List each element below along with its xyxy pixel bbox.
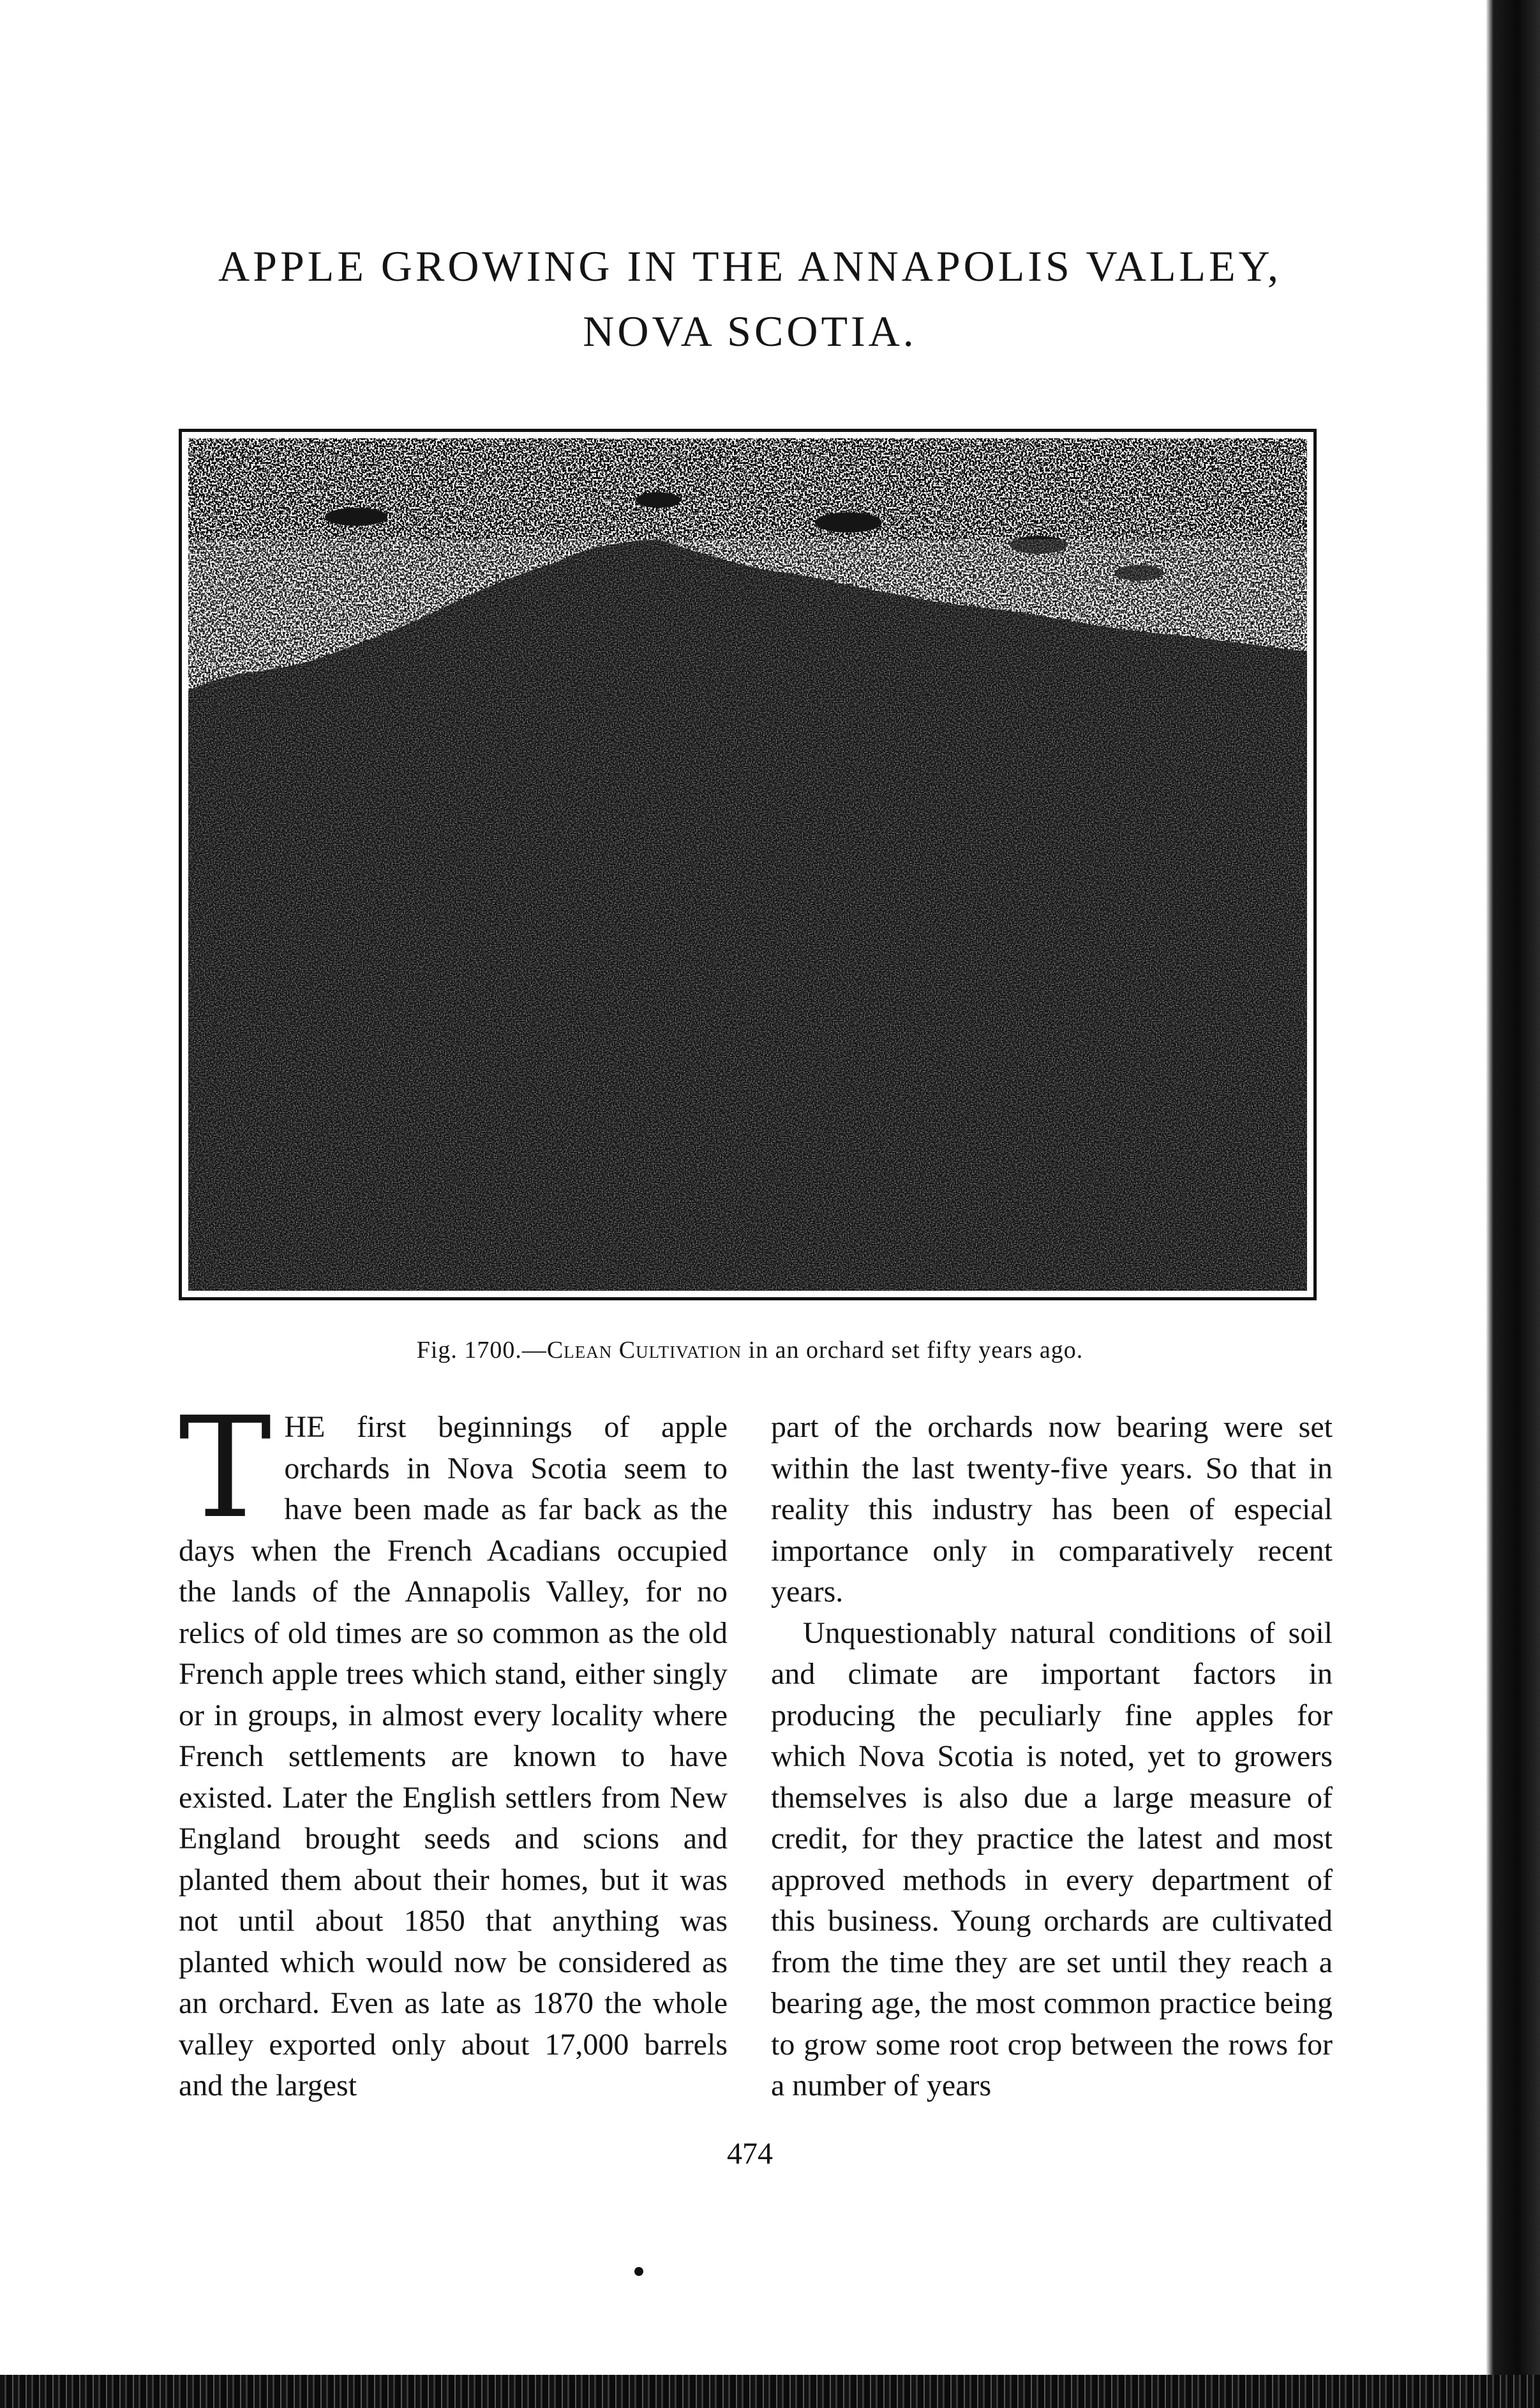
page-bottom-edge bbox=[0, 2375, 1540, 2408]
paragraph bbox=[179, 1388, 728, 2107]
title-line-1: APPLE GROWING IN THE ANNAPOLIS VALLEY, bbox=[218, 242, 1282, 290]
paragraph: part of the orchards now bearing were set within the last twenty-five years. So that in reality this industry has been of especial importance only in comparatively recent years. bbox=[771, 1410, 1333, 1609]
left-column bbox=[179, 1388, 728, 2107]
caption-figure-number: Fig. 1700.— bbox=[416, 1337, 547, 1364]
page-edge-shadow bbox=[1479, 0, 1540, 2408]
title-line-2: NOVA SCOTIA. bbox=[583, 307, 917, 355]
caption-smallcaps: Clean Cultivation bbox=[546, 1337, 742, 1364]
orchard-photo-image bbox=[188, 438, 1307, 1291]
drop-cap: T bbox=[179, 1388, 272, 1549]
caption-text: in an orchard set fifty years ago. bbox=[742, 1337, 1084, 1364]
right-column bbox=[771, 1407, 1333, 2107]
paragraph: Unquestionably natural conditions of soil and climate are important factors in producing the peculiarly fine apples for which Nova Scotia is noted, yet to growers themselves is also due a large measure of credit, for they practice the latest and most approved methods in every department of this business. Young orchards are cultivated from the time they are set until they reach a bearing age, the most common practice being to grow some root crop between the rows for a number of years bbox=[771, 1616, 1333, 2102]
ink-dot bbox=[634, 2267, 643, 2276]
figure-caption bbox=[0, 1336, 1500, 1364]
paragraph-text: HE first beginnings of apple orchards in Nova Scotia seem to have been made as far back as the days when the French Acadians occupied the lands of the Annapolis Valley, for no relics of old times are so common as the old French apple trees which stand, either singly or in groups, in almost every locality where French settlements are known to have existed. Later the English settlers from New England brought seeds and scions and planted them about their homes, but it was not until about 1850 that anything was planted which would now be considered as an orchard. Even as late as 1870 the whole valley exported only about 17,000 barrels and the largest bbox=[179, 1410, 728, 2102]
orchard-photo bbox=[179, 429, 1317, 1300]
page-number: 474 bbox=[727, 2137, 773, 2171]
